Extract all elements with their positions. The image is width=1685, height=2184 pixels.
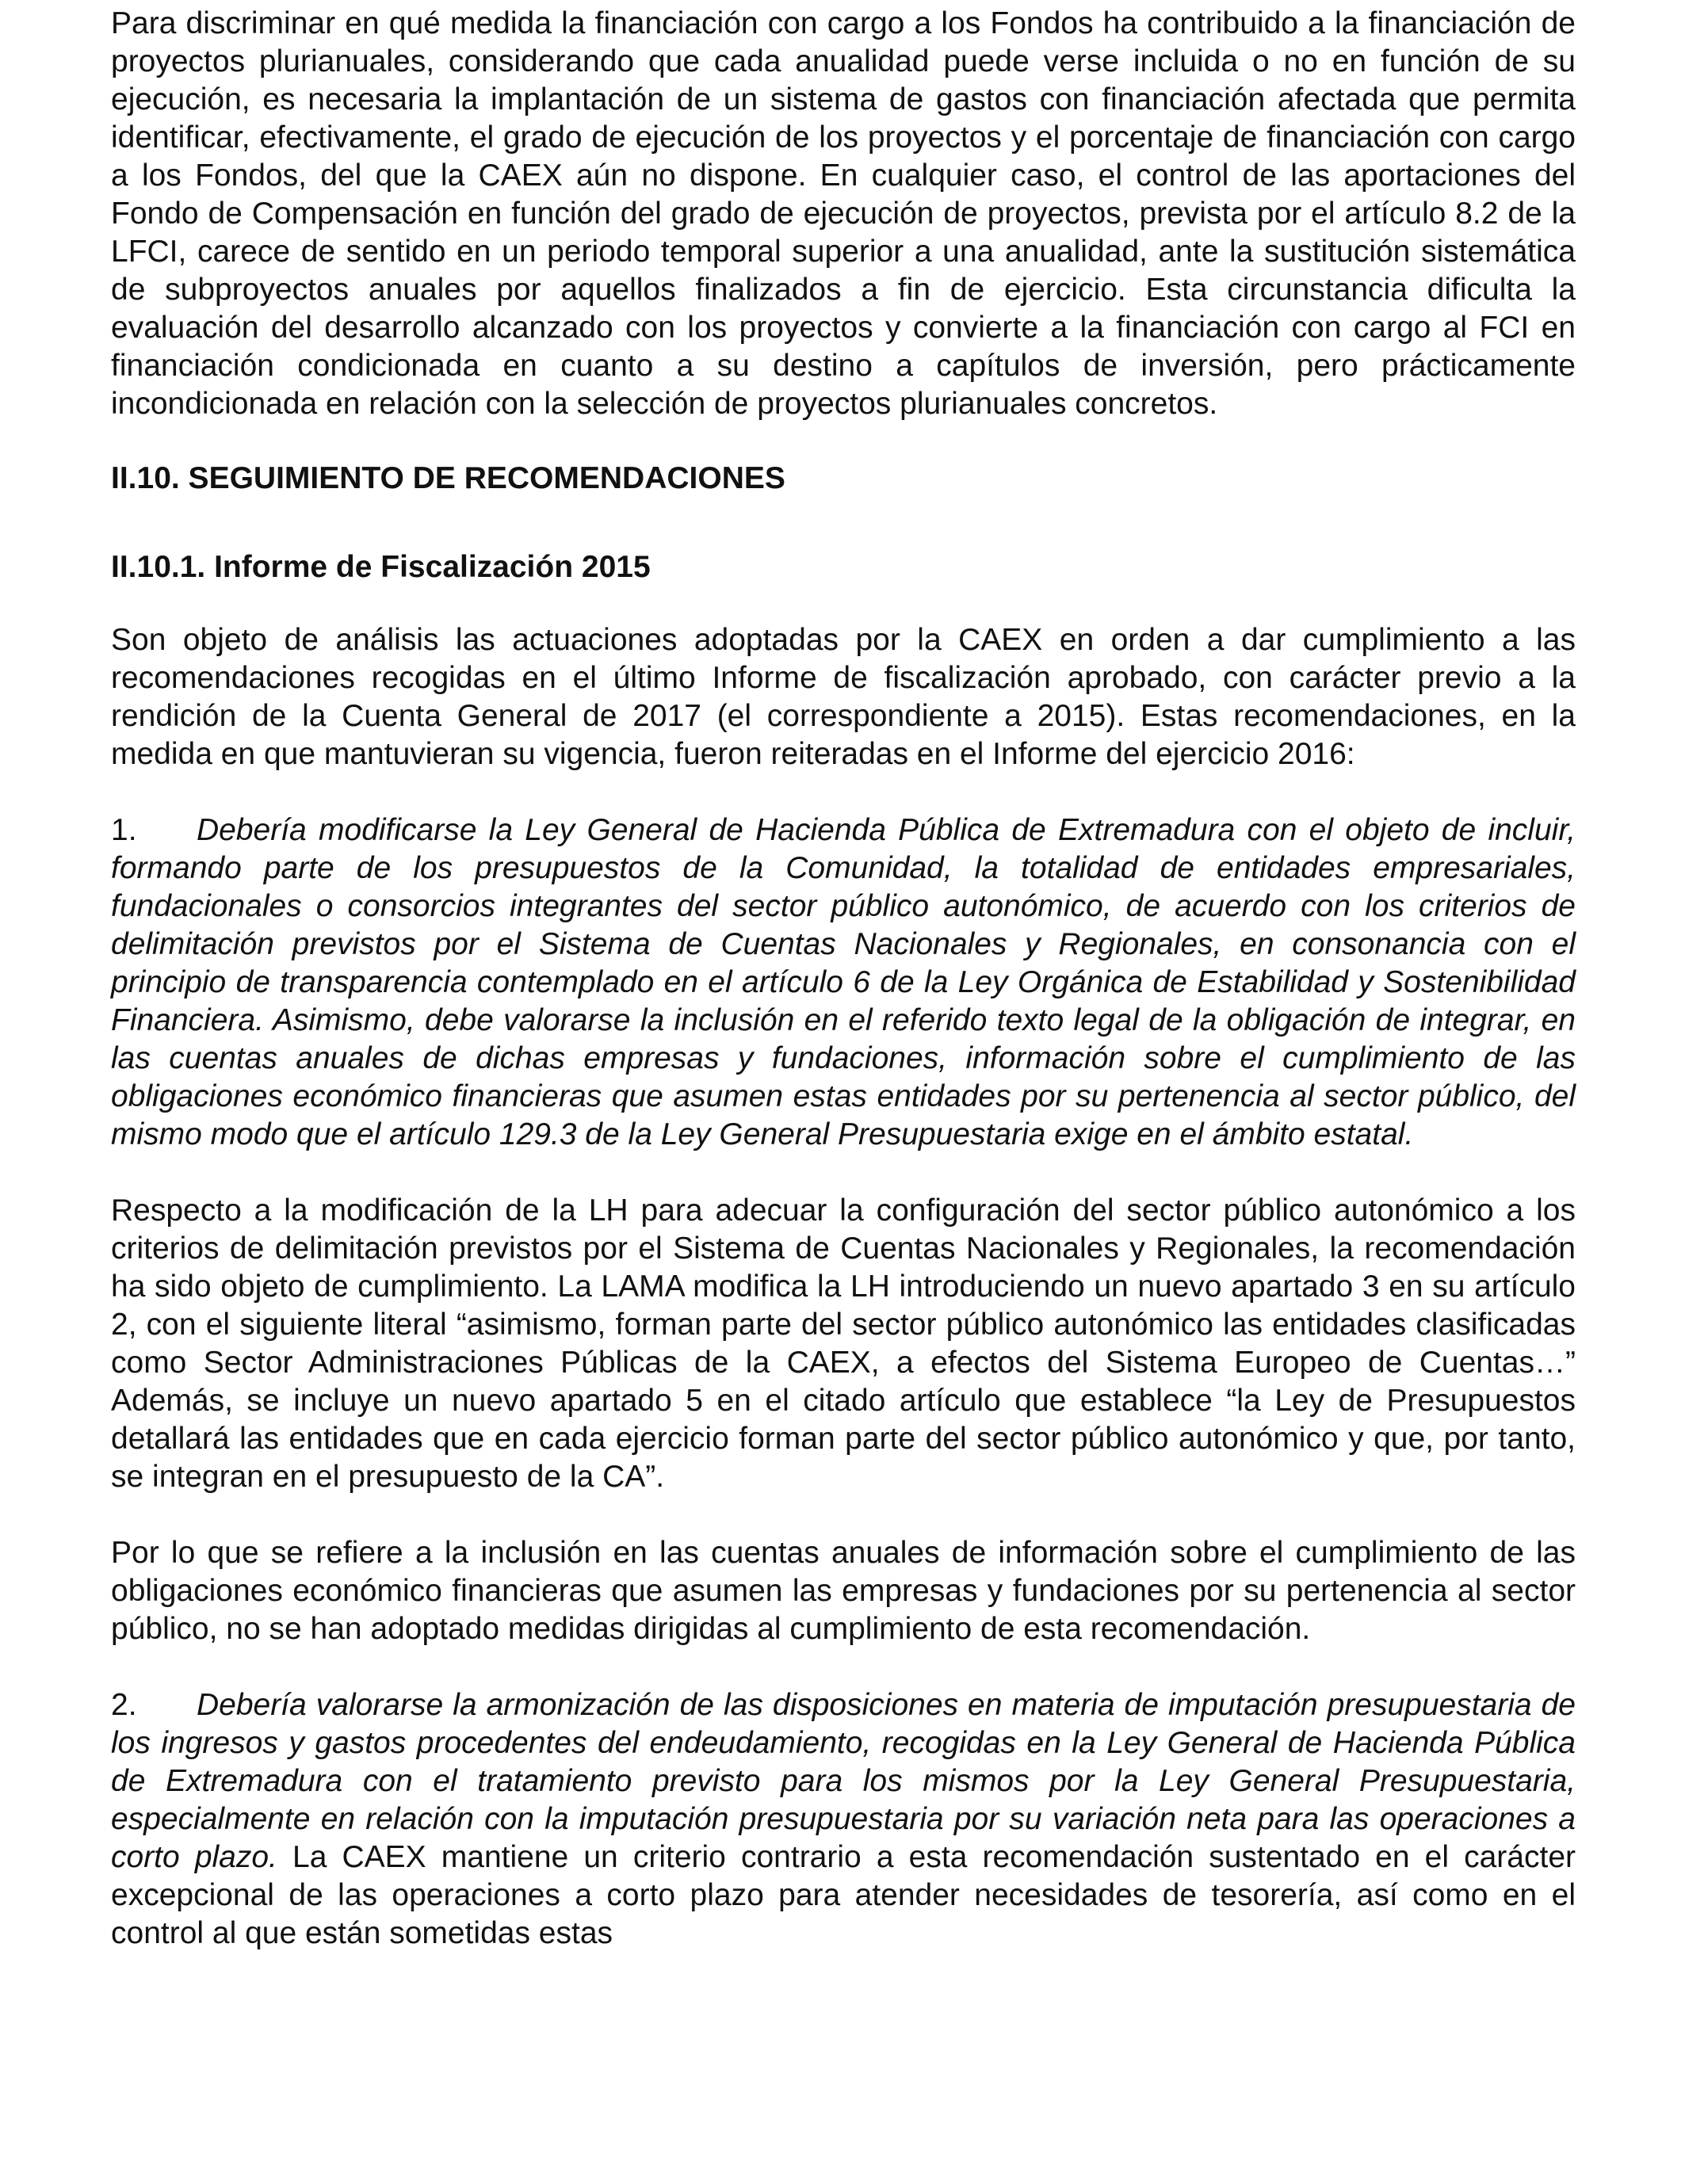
- recommendation-2-number: 2.: [111, 1688, 137, 1722]
- document-page: [111, 5, 1576, 1953]
- section-heading: II.10. SEGUIMIENTO DE RECOMENDACIONES: [111, 461, 785, 495]
- respecto-paragraph: Respecto a la modificación de la LH para adecuar la configuración del sector público autonómico a los criterios de delimitación previstos por el Sistema de Cuentas Nacionales y Regionales, la recomendación ha sido objeto de cumplimiento. La LAMA modifica la LH introduciendo un nuevo apartado 3 en su artículo 2, con el siguiente literal “asimismo, forman parte del sector público autonómico las entidades clasificadas como Sector Administraciones Públicas de la CAEX, a efectos del Sistema Europeo de Cuentas…” Además, se incluye un nuevo apartado 5 en el citado artículo que establece “la Ley de Presupuestos detallará las entidades que en cada ejercicio forman parte del sector público autonómico y que, por tanto, se integran en el presupuesto de la CA”.: [111, 1193, 1576, 1494]
- porlo-paragraph: Por lo que se refiere a la inclusión en las cuentas anuales de información sobre el cumplimiento de las obligaciones económico financieras que asumen las empresas y fundaciones por su pertenencia al sector público, no se han adoptado medidas dirigidas al cumplimiento de esta recomendación.: [111, 1536, 1576, 1646]
- recommendation-2: [111, 1686, 1576, 1953]
- intro-paragraph: Para discriminar en qué medida la financiación con cargo a los Fondos ha contribuido a la financiación de proyectos plurianuales, considerando que cada anualidad puede verse incluida o no en función de su ejecución, es necesaria la implantación de un sistema de gastos con financiación afectada que permita identificar, efectivamente, el grado de ejecución de los proyectos y el porcentaje de financiación con cargo a los Fondos, del que la CAEX aún no dispone. En cualquier caso, el control de las aportaciones del Fondo de Compensación en función del grado de ejecución de proyectos, prevista por el artículo 8.2 de la LFCI, carece de sentido en un periodo temporal superior a una anualidad, ante la sustitución sistemática de subproyectos anuales por aquellos finalizados a fin de ejercicio. Esta circunstancia dificulta la evaluación del desarrollo alcanzado con los proyectos y convierte a la financiación con cargo al FCI en financiación condicionada en cuanto a su destino a capítulos de inversión, pero prácticamente incondicionada en relación con la selección de proyectos plurianuales concretos.: [111, 6, 1576, 421]
- subsection-heading: II.10.1. Informe de Fiscalización 2015: [111, 550, 651, 584]
- recommendation-1-number: 1.: [111, 813, 137, 847]
- recommendation-1: [111, 811, 1576, 1154]
- recommendation-1-text: Debería modificarse la Ley General de Hacienda Pública de Extremadura con el objeto de incluir, formando parte de los presupuestos de la Comunidad, la totalidad de entidades empresariales, fundacionales o consorcios integrantes del sector público autonómico, de acuerdo con los criterios de delimitación previstos por el Sistema de Cuentas Nacionales y Regionales, en consonancia con el principio de transparencia contemplado en el artículo 6 de la Ley Orgánica de Estabilidad y Sostenibilidad Financiera. Asimismo, debe valorarse la inclusión en el referido texto legal de la obligación de integrar, en las cuentas anuales de dichas empresas y fundaciones, información sobre el cumplimiento de las obligaciones económico financieras que asumen estas entidades por su pertenencia al sector público, del mismo modo que el artículo 129.3 de la Ley General Presupuestaria exige en el ámbito estatal.: [111, 813, 1576, 1151]
- recommendation-2-text: Debería valorarse la armonización de las disposiciones en materia de imputación presupuestaria de los ingresos y gastos procedentes del endeudamiento, recogidas en la Ley General de Hacienda Pública de Extremadura con el tratamiento previsto para los mismos por la Ley General Presupuestaria, especialmente en relación con la imputación presupuestaria por su variación neta para las operaciones a corto plazo.: [111, 1688, 1576, 1874]
- objeto-paragraph: Son objeto de análisis las actuaciones adoptadas por la CAEX en orden a dar cumplimiento a las recomendaciones recogidas en el último Informe de fiscalización aprobado, con carácter previo a la rendición de la Cuenta General de 2017 (el correspondiente a 2015). Estas recomendaciones, en la medida en que mantuvieran su vigencia, fueron reiteradas en el Informe del ejercicio 2016:: [111, 623, 1576, 771]
- recommendation-2-followup: La CAEX mantiene un criterio contrario a esta recomendación sustentado en el carácter excepcional de las operaciones a corto plazo para atender necesidades de tesorería, así como en el control al que están sometidas estas: [111, 1840, 1576, 1950]
